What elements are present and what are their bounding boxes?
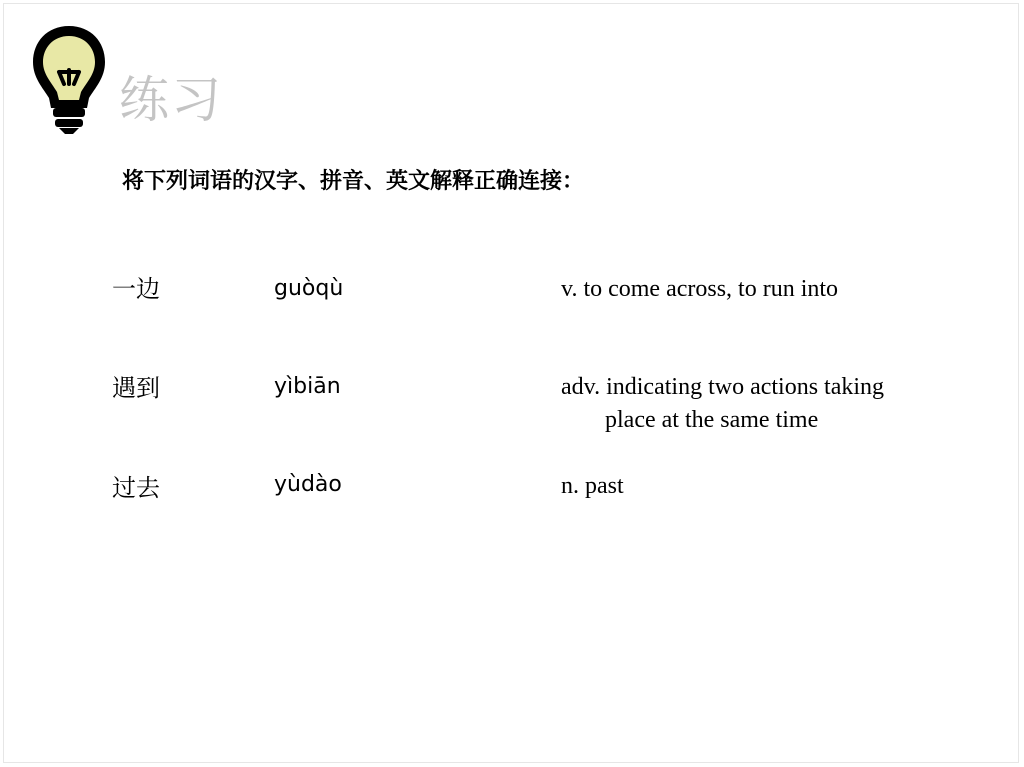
definition-text: n. past	[561, 473, 624, 499]
definition-item	[561, 371, 884, 437]
pinyin-item: yùdào	[274, 472, 342, 497]
definition-continuation: place at the same time	[605, 407, 819, 433]
definition-text: adv. indicating two actions taking	[561, 374, 885, 400]
instruction-text: 将下列词语的汉字、拼音、英文解释正确连接：	[122, 169, 585, 194]
pinyin-item: yìbiān	[274, 374, 341, 399]
definition-text: v. to come across, to run into	[561, 276, 839, 302]
hanzi-item: 过去	[112, 474, 160, 502]
definition-item	[561, 273, 838, 306]
definition-item	[561, 470, 624, 503]
slide	[3, 3, 1019, 763]
pinyin-item: guòqù	[274, 276, 344, 301]
slide-title: 练习	[119, 71, 223, 129]
hanzi-item: 遇到	[112, 374, 160, 402]
hanzi-item: 一边	[112, 275, 160, 303]
lightbulb-icon	[29, 22, 109, 137]
